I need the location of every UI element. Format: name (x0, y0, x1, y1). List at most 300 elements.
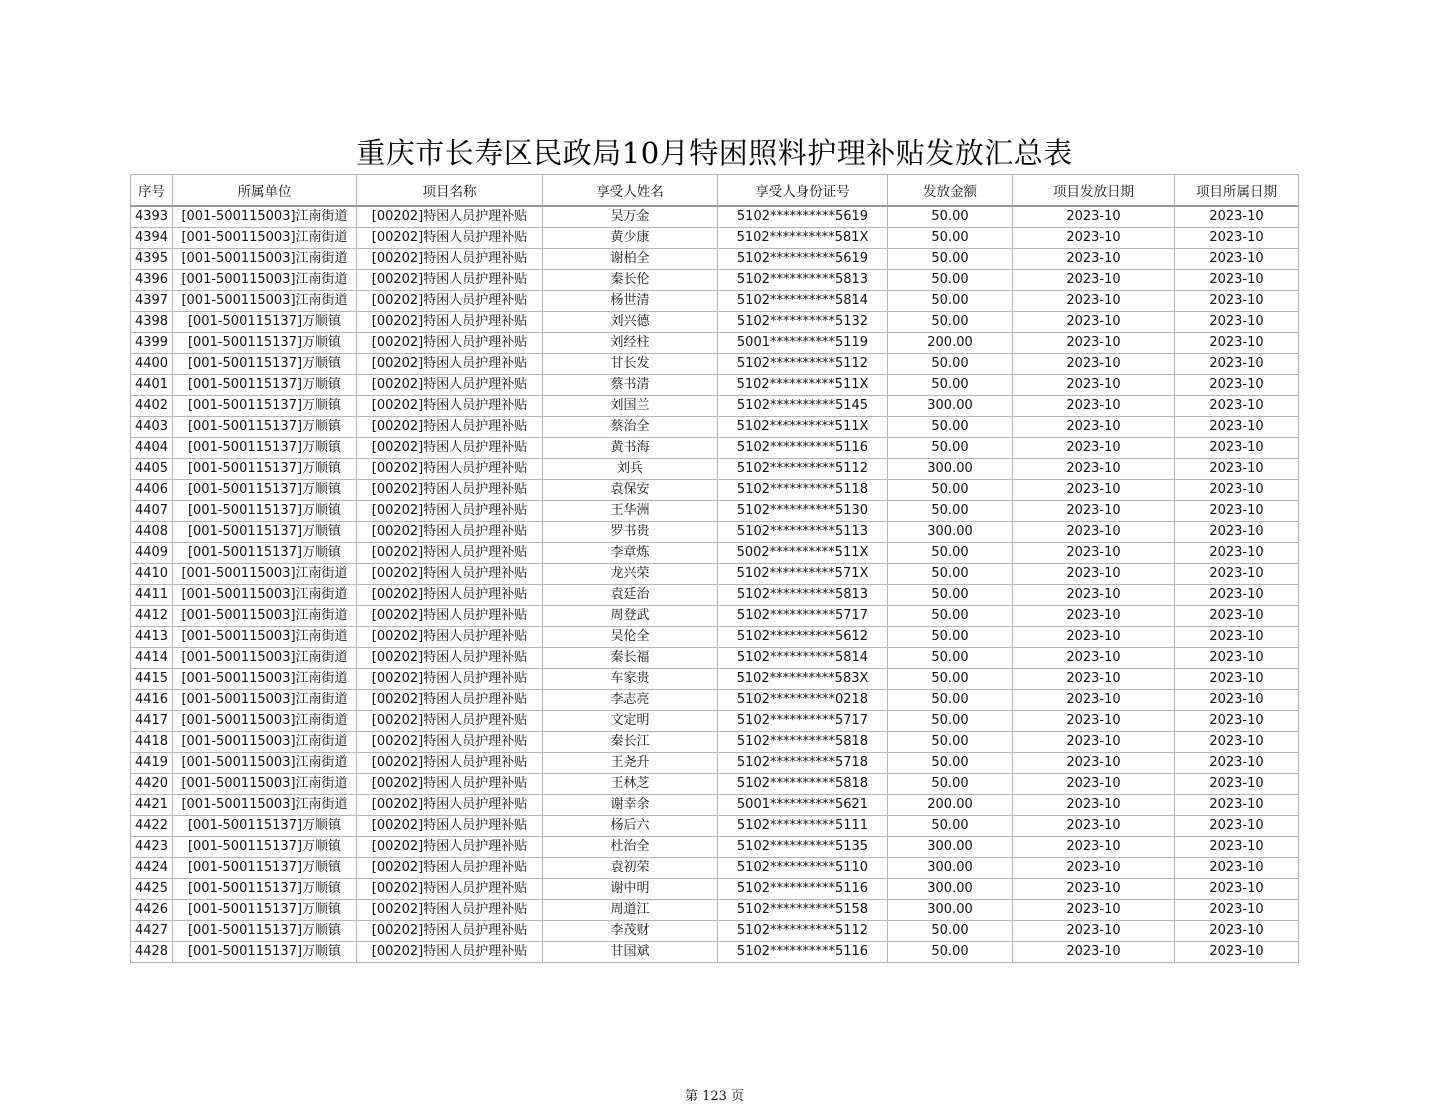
cell-recipient-id: 5102**********511X (718, 417, 888, 438)
cell-amount: 300.00 (888, 396, 1013, 417)
cell-recipient-name: 周道江 (543, 900, 718, 921)
cell-serial-number: 4413 (131, 627, 173, 648)
cell-recipient-name: 杨世清 (543, 291, 718, 312)
cell-recipient-name: 秦长江 (543, 732, 718, 753)
cell-period-date: 2023-10 (1175, 732, 1299, 753)
header-unit: 所属单位 (173, 175, 357, 207)
cell-unit: [001-500115003]江南街道 (173, 795, 357, 816)
cell-period-date: 2023-10 (1175, 459, 1299, 480)
cell-recipient-name: 王林芝 (543, 774, 718, 795)
cell-serial-number: 4406 (131, 480, 173, 501)
cell-recipient-id: 5102**********5111 (718, 816, 888, 837)
cell-recipient-id: 5102**********571X (718, 564, 888, 585)
cell-recipient-id: 5102**********5135 (718, 837, 888, 858)
cell-unit: [001-500115003]江南街道 (173, 564, 357, 585)
cell-project-name: [00202]特困人员护理补贴 (357, 648, 543, 669)
cell-recipient-name: 刘国兰 (543, 396, 718, 417)
cell-unit: [001-500115137]万顺镇 (173, 312, 357, 333)
cell-unit: [001-500115137]万顺镇 (173, 816, 357, 837)
cell-recipient-id: 5102**********5113 (718, 522, 888, 543)
cell-serial-number: 4405 (131, 459, 173, 480)
cell-period-date: 2023-10 (1175, 312, 1299, 333)
cell-recipient-name: 蔡治全 (543, 417, 718, 438)
cell-issue-date: 2023-10 (1013, 522, 1175, 543)
table-row (131, 837, 1299, 858)
cell-serial-number: 4425 (131, 879, 173, 900)
cell-issue-date: 2023-10 (1013, 543, 1175, 564)
cell-amount: 50.00 (888, 774, 1013, 795)
cell-recipient-name: 罗书贵 (543, 522, 718, 543)
cell-serial-number: 4422 (131, 816, 173, 837)
table-row (131, 669, 1299, 690)
cell-recipient-id: 5002**********511X (718, 543, 888, 564)
cell-issue-date: 2023-10 (1013, 816, 1175, 837)
table-body (131, 206, 1299, 963)
cell-project-name: [00202]特困人员护理补贴 (357, 396, 543, 417)
cell-recipient-id: 5102**********5145 (718, 396, 888, 417)
table-row (131, 501, 1299, 522)
cell-recipient-id: 5102**********5110 (718, 858, 888, 879)
cell-serial-number: 4399 (131, 333, 173, 354)
cell-recipient-name: 吴伦全 (543, 627, 718, 648)
table-row (131, 333, 1299, 354)
cell-period-date: 2023-10 (1175, 543, 1299, 564)
cell-recipient-id: 5102**********583X (718, 669, 888, 690)
cell-issue-date: 2023-10 (1013, 354, 1175, 375)
cell-recipient-name: 蔡书清 (543, 375, 718, 396)
cell-recipient-id: 5001**********5119 (718, 333, 888, 354)
cell-project-name: [00202]特困人员护理补贴 (357, 480, 543, 501)
cell-issue-date: 2023-10 (1013, 900, 1175, 921)
cell-amount: 50.00 (888, 732, 1013, 753)
cell-recipient-id: 5102**********5130 (718, 501, 888, 522)
cell-period-date: 2023-10 (1175, 627, 1299, 648)
cell-amount: 50.00 (888, 753, 1013, 774)
cell-project-name: [00202]特困人员护理补贴 (357, 858, 543, 879)
cell-recipient-name: 秦长伦 (543, 270, 718, 291)
cell-issue-date: 2023-10 (1013, 753, 1175, 774)
cell-unit: [001-500115003]江南街道 (173, 690, 357, 711)
cell-period-date: 2023-10 (1175, 816, 1299, 837)
cell-issue-date: 2023-10 (1013, 942, 1175, 963)
cell-serial-number: 4418 (131, 732, 173, 753)
cell-recipient-id: 5102**********5619 (718, 249, 888, 270)
cell-recipient-id: 5102**********5814 (718, 648, 888, 669)
page-number: 第 123 页 (684, 1089, 745, 1104)
cell-recipient-id: 5102**********5116 (718, 942, 888, 963)
cell-amount: 50.00 (888, 354, 1013, 375)
table-row (131, 564, 1299, 585)
cell-unit: [001-500115003]江南街道 (173, 711, 357, 732)
cell-unit: [001-500115137]万顺镇 (173, 837, 357, 858)
cell-unit: [001-500115003]江南街道 (173, 206, 357, 228)
cell-recipient-id: 5001**********5621 (718, 795, 888, 816)
cell-serial-number: 4400 (131, 354, 173, 375)
cell-issue-date: 2023-10 (1013, 585, 1175, 606)
cell-amount: 50.00 (888, 417, 1013, 438)
cell-period-date: 2023-10 (1175, 501, 1299, 522)
cell-unit: [001-500115137]万顺镇 (173, 879, 357, 900)
table-row (131, 228, 1299, 249)
cell-period-date: 2023-10 (1175, 921, 1299, 942)
cell-recipient-name: 车家贵 (543, 669, 718, 690)
cell-project-name: [00202]特困人员护理补贴 (357, 942, 543, 963)
cell-project-name: [00202]特困人员护理补贴 (357, 669, 543, 690)
cell-project-name: [00202]特困人员护理补贴 (357, 564, 543, 585)
cell-amount: 50.00 (888, 690, 1013, 711)
table-row (131, 459, 1299, 480)
cell-issue-date: 2023-10 (1013, 501, 1175, 522)
cell-recipient-name: 刘兴德 (543, 312, 718, 333)
table-row (131, 249, 1299, 270)
cell-recipient-id: 5102**********0218 (718, 690, 888, 711)
cell-unit: [001-500115003]江南街道 (173, 627, 357, 648)
cell-project-name: [00202]特困人员护理补贴 (357, 522, 543, 543)
cell-unit: [001-500115137]万顺镇 (173, 459, 357, 480)
cell-serial-number: 4427 (131, 921, 173, 942)
cell-project-name: [00202]特困人员护理补贴 (357, 228, 543, 249)
cell-period-date: 2023-10 (1175, 522, 1299, 543)
cell-amount: 50.00 (888, 206, 1013, 228)
cell-issue-date: 2023-10 (1013, 396, 1175, 417)
cell-recipient-id: 5102**********5116 (718, 879, 888, 900)
cell-amount: 300.00 (888, 837, 1013, 858)
table-row (131, 900, 1299, 921)
cell-period-date: 2023-10 (1175, 795, 1299, 816)
cell-issue-date: 2023-10 (1013, 206, 1175, 228)
cell-issue-date: 2023-10 (1013, 711, 1175, 732)
table-row (131, 711, 1299, 732)
cell-serial-number: 4411 (131, 585, 173, 606)
cell-unit: [001-500115137]万顺镇 (173, 417, 357, 438)
table-row (131, 270, 1299, 291)
cell-project-name: [00202]特困人员护理补贴 (357, 438, 543, 459)
cell-issue-date: 2023-10 (1013, 858, 1175, 879)
cell-issue-date: 2023-10 (1013, 270, 1175, 291)
cell-serial-number: 4395 (131, 249, 173, 270)
cell-period-date: 2023-10 (1175, 417, 1299, 438)
cell-recipient-id: 5102**********5818 (718, 774, 888, 795)
cell-period-date: 2023-10 (1175, 942, 1299, 963)
cell-serial-number: 4428 (131, 942, 173, 963)
cell-amount: 300.00 (888, 459, 1013, 480)
cell-issue-date: 2023-10 (1013, 459, 1175, 480)
cell-period-date: 2023-10 (1175, 858, 1299, 879)
cell-recipient-id: 5102**********5158 (718, 900, 888, 921)
cell-amount: 50.00 (888, 606, 1013, 627)
cell-serial-number: 4397 (131, 291, 173, 312)
cell-recipient-id: 5102**********5813 (718, 585, 888, 606)
cell-unit: [001-500115003]江南街道 (173, 648, 357, 669)
table-row (131, 206, 1299, 228)
cell-serial-number: 4394 (131, 228, 173, 249)
cell-period-date: 2023-10 (1175, 564, 1299, 585)
cell-serial-number: 4401 (131, 375, 173, 396)
cell-serial-number: 4420 (131, 774, 173, 795)
cell-project-name: [00202]特困人员护理补贴 (357, 585, 543, 606)
table-row (131, 858, 1299, 879)
header-serial-number: 序号 (131, 175, 173, 207)
cell-unit: [001-500115003]江南街道 (173, 228, 357, 249)
table-row (131, 522, 1299, 543)
cell-unit: [001-500115003]江南街道 (173, 774, 357, 795)
cell-amount: 300.00 (888, 900, 1013, 921)
cell-period-date: 2023-10 (1175, 774, 1299, 795)
table-row (131, 312, 1299, 333)
table-row (131, 921, 1299, 942)
table-row (131, 795, 1299, 816)
cell-serial-number: 4404 (131, 438, 173, 459)
cell-project-name: [00202]特困人员护理补贴 (357, 711, 543, 732)
cell-recipient-id: 5102**********5112 (718, 459, 888, 480)
cell-recipient-id: 5102**********5717 (718, 606, 888, 627)
cell-period-date: 2023-10 (1175, 206, 1299, 228)
cell-serial-number: 4416 (131, 690, 173, 711)
cell-issue-date: 2023-10 (1013, 690, 1175, 711)
cell-project-name: [00202]特困人员护理补贴 (357, 879, 543, 900)
cell-period-date: 2023-10 (1175, 585, 1299, 606)
cell-period-date: 2023-10 (1175, 375, 1299, 396)
cell-period-date: 2023-10 (1175, 837, 1299, 858)
cell-period-date: 2023-10 (1175, 690, 1299, 711)
cell-issue-date: 2023-10 (1013, 795, 1175, 816)
cell-serial-number: 4421 (131, 795, 173, 816)
cell-issue-date: 2023-10 (1013, 291, 1175, 312)
cell-issue-date: 2023-10 (1013, 732, 1175, 753)
cell-issue-date: 2023-10 (1013, 921, 1175, 942)
cell-project-name: [00202]特困人员护理补贴 (357, 627, 543, 648)
cell-unit: [001-500115137]万顺镇 (173, 858, 357, 879)
cell-unit: [001-500115003]江南街道 (173, 732, 357, 753)
cell-project-name: [00202]特困人员护理补贴 (357, 606, 543, 627)
cell-project-name: [00202]特困人员护理补贴 (357, 774, 543, 795)
cell-period-date: 2023-10 (1175, 669, 1299, 690)
cell-recipient-name: 王尧升 (543, 753, 718, 774)
cell-project-name: [00202]特困人员护理补贴 (357, 753, 543, 774)
cell-unit: [001-500115137]万顺镇 (173, 354, 357, 375)
cell-recipient-id: 5102**********5118 (718, 480, 888, 501)
header-amount: 发放金额 (888, 175, 1013, 207)
cell-amount: 50.00 (888, 438, 1013, 459)
cell-serial-number: 4410 (131, 564, 173, 585)
table-row (131, 291, 1299, 312)
cell-project-name: [00202]特困人员护理补贴 (357, 291, 543, 312)
table-row (131, 774, 1299, 795)
cell-serial-number: 4409 (131, 543, 173, 564)
cell-project-name: [00202]特困人员护理补贴 (357, 312, 543, 333)
cell-recipient-name: 谢柏全 (543, 249, 718, 270)
cell-unit: [001-500115137]万顺镇 (173, 375, 357, 396)
cell-recipient-id: 5102**********511X (718, 375, 888, 396)
cell-serial-number: 4417 (131, 711, 173, 732)
cell-amount: 50.00 (888, 291, 1013, 312)
table-row (131, 753, 1299, 774)
table-header-row (131, 175, 1299, 207)
cell-period-date: 2023-10 (1175, 648, 1299, 669)
cell-recipient-name: 杨后六 (543, 816, 718, 837)
cell-amount: 50.00 (888, 375, 1013, 396)
cell-recipient-name: 刘兵 (543, 459, 718, 480)
cell-unit: [001-500115003]江南街道 (173, 753, 357, 774)
cell-recipient-name: 周登武 (543, 606, 718, 627)
cell-period-date: 2023-10 (1175, 606, 1299, 627)
cell-recipient-name: 黄少康 (543, 228, 718, 249)
cell-amount: 50.00 (888, 585, 1013, 606)
cell-recipient-name: 刘经柱 (543, 333, 718, 354)
cell-serial-number: 4403 (131, 417, 173, 438)
table-row (131, 606, 1299, 627)
cell-serial-number: 4414 (131, 648, 173, 669)
cell-recipient-id: 5102**********5813 (718, 270, 888, 291)
cell-recipient-name: 吴万金 (543, 206, 718, 228)
cell-unit: [001-500115003]江南街道 (173, 291, 357, 312)
cell-recipient-name: 甘国斌 (543, 942, 718, 963)
cell-issue-date: 2023-10 (1013, 837, 1175, 858)
cell-project-name: [00202]特困人员护理补贴 (357, 249, 543, 270)
header-period-date: 项目所属日期 (1175, 175, 1299, 207)
cell-unit: [001-500115003]江南街道 (173, 606, 357, 627)
cell-project-name: [00202]特困人员护理补贴 (357, 206, 543, 228)
cell-issue-date: 2023-10 (1013, 606, 1175, 627)
cell-period-date: 2023-10 (1175, 879, 1299, 900)
cell-unit: [001-500115137]万顺镇 (173, 396, 357, 417)
cell-unit: [001-500115137]万顺镇 (173, 480, 357, 501)
cell-issue-date: 2023-10 (1013, 249, 1175, 270)
cell-period-date: 2023-10 (1175, 480, 1299, 501)
cell-recipient-name: 谢中明 (543, 879, 718, 900)
cell-issue-date: 2023-10 (1013, 879, 1175, 900)
cell-amount: 50.00 (888, 942, 1013, 963)
cell-unit: [001-500115137]万顺镇 (173, 522, 357, 543)
cell-issue-date: 2023-10 (1013, 333, 1175, 354)
cell-recipient-id: 5102**********5612 (718, 627, 888, 648)
cell-serial-number: 4396 (131, 270, 173, 291)
cell-project-name: [00202]特困人员护理补贴 (357, 375, 543, 396)
cell-period-date: 2023-10 (1175, 249, 1299, 270)
cell-recipient-name: 袁保安 (543, 480, 718, 501)
cell-amount: 50.00 (888, 501, 1013, 522)
cell-amount: 300.00 (888, 858, 1013, 879)
cell-recipient-id: 5102**********5112 (718, 921, 888, 942)
cell-recipient-name: 李章炼 (543, 543, 718, 564)
cell-unit: [001-500115003]江南街道 (173, 669, 357, 690)
table-row (131, 732, 1299, 753)
cell-issue-date: 2023-10 (1013, 312, 1175, 333)
cell-unit: [001-500115137]万顺镇 (173, 543, 357, 564)
cell-amount: 50.00 (888, 480, 1013, 501)
cell-period-date: 2023-10 (1175, 711, 1299, 732)
cell-project-name: [00202]特困人员护理补贴 (357, 816, 543, 837)
header-recipient-id: 享受人身份证号 (718, 175, 888, 207)
cell-unit: [001-500115137]万顺镇 (173, 501, 357, 522)
cell-serial-number: 4393 (131, 206, 173, 228)
cell-project-name: [00202]特困人员护理补贴 (357, 417, 543, 438)
table-row (131, 648, 1299, 669)
cell-issue-date: 2023-10 (1013, 627, 1175, 648)
cell-amount: 50.00 (888, 543, 1013, 564)
cell-amount: 200.00 (888, 333, 1013, 354)
cell-project-name: [00202]特困人员护理补贴 (357, 501, 543, 522)
cell-serial-number: 4423 (131, 837, 173, 858)
cell-project-name: [00202]特困人员护理补贴 (357, 690, 543, 711)
table-row (131, 438, 1299, 459)
cell-recipient-id: 5102**********5619 (718, 206, 888, 228)
cell-issue-date: 2023-10 (1013, 375, 1175, 396)
cell-project-name: [00202]特困人员护理补贴 (357, 732, 543, 753)
cell-project-name: [00202]特困人员护理补贴 (357, 354, 543, 375)
cell-amount: 50.00 (888, 669, 1013, 690)
cell-project-name: [00202]特困人员护理补贴 (357, 921, 543, 942)
cell-recipient-id: 5102**********5814 (718, 291, 888, 312)
cell-amount: 50.00 (888, 648, 1013, 669)
cell-recipient-name: 黄书海 (543, 438, 718, 459)
cell-period-date: 2023-10 (1175, 753, 1299, 774)
cell-recipient-name: 袁初荣 (543, 858, 718, 879)
table-row (131, 585, 1299, 606)
cell-period-date: 2023-10 (1175, 270, 1299, 291)
cell-serial-number: 4402 (131, 396, 173, 417)
cell-issue-date: 2023-10 (1013, 480, 1175, 501)
cell-recipient-id: 5102**********581X (718, 228, 888, 249)
cell-issue-date: 2023-10 (1013, 564, 1175, 585)
cell-project-name: [00202]特困人员护理补贴 (357, 270, 543, 291)
cell-unit: [001-500115003]江南街道 (173, 270, 357, 291)
cell-amount: 50.00 (888, 627, 1013, 648)
cell-recipient-name: 文定明 (543, 711, 718, 732)
cell-unit: [001-500115137]万顺镇 (173, 333, 357, 354)
cell-issue-date: 2023-10 (1013, 438, 1175, 459)
cell-unit: [001-500115137]万顺镇 (173, 438, 357, 459)
cell-issue-date: 2023-10 (1013, 228, 1175, 249)
cell-amount: 50.00 (888, 921, 1013, 942)
table-row (131, 375, 1299, 396)
cell-recipient-name: 谢幸余 (543, 795, 718, 816)
cell-period-date: 2023-10 (1175, 396, 1299, 417)
cell-recipient-name: 袁廷治 (543, 585, 718, 606)
cell-project-name: [00202]特困人员护理补贴 (357, 543, 543, 564)
cell-period-date: 2023-10 (1175, 900, 1299, 921)
table-row (131, 816, 1299, 837)
cell-issue-date: 2023-10 (1013, 417, 1175, 438)
cell-issue-date: 2023-10 (1013, 669, 1175, 690)
cell-issue-date: 2023-10 (1013, 774, 1175, 795)
cell-unit: [001-500115003]江南街道 (173, 585, 357, 606)
cell-recipient-name: 秦长福 (543, 648, 718, 669)
cell-recipient-id: 5102**********5116 (718, 438, 888, 459)
cell-recipient-id: 5102**********5112 (718, 354, 888, 375)
cell-unit: [001-500115137]万顺镇 (173, 921, 357, 942)
cell-project-name: [00202]特困人员护理补贴 (357, 837, 543, 858)
cell-recipient-id: 5102**********5717 (718, 711, 888, 732)
cell-recipient-name: 李茂财 (543, 921, 718, 942)
cell-recipient-name: 龙兴荣 (543, 564, 718, 585)
cell-serial-number: 4426 (131, 900, 173, 921)
cell-amount: 300.00 (888, 522, 1013, 543)
document-title: 重庆市长寿区民政局10月特困照料护理补贴发放汇总表 (356, 136, 1073, 170)
cell-amount: 50.00 (888, 564, 1013, 585)
cell-period-date: 2023-10 (1175, 228, 1299, 249)
cell-project-name: [00202]特困人员护理补贴 (357, 795, 543, 816)
cell-recipient-name: 王华洲 (543, 501, 718, 522)
cell-issue-date: 2023-10 (1013, 648, 1175, 669)
cell-amount: 50.00 (888, 312, 1013, 333)
cell-project-name: [00202]特困人员护理补贴 (357, 900, 543, 921)
cell-amount: 300.00 (888, 879, 1013, 900)
cell-serial-number: 4407 (131, 501, 173, 522)
cell-serial-number: 4408 (131, 522, 173, 543)
cell-amount: 200.00 (888, 795, 1013, 816)
subsidy-summary-table (130, 174, 1299, 963)
